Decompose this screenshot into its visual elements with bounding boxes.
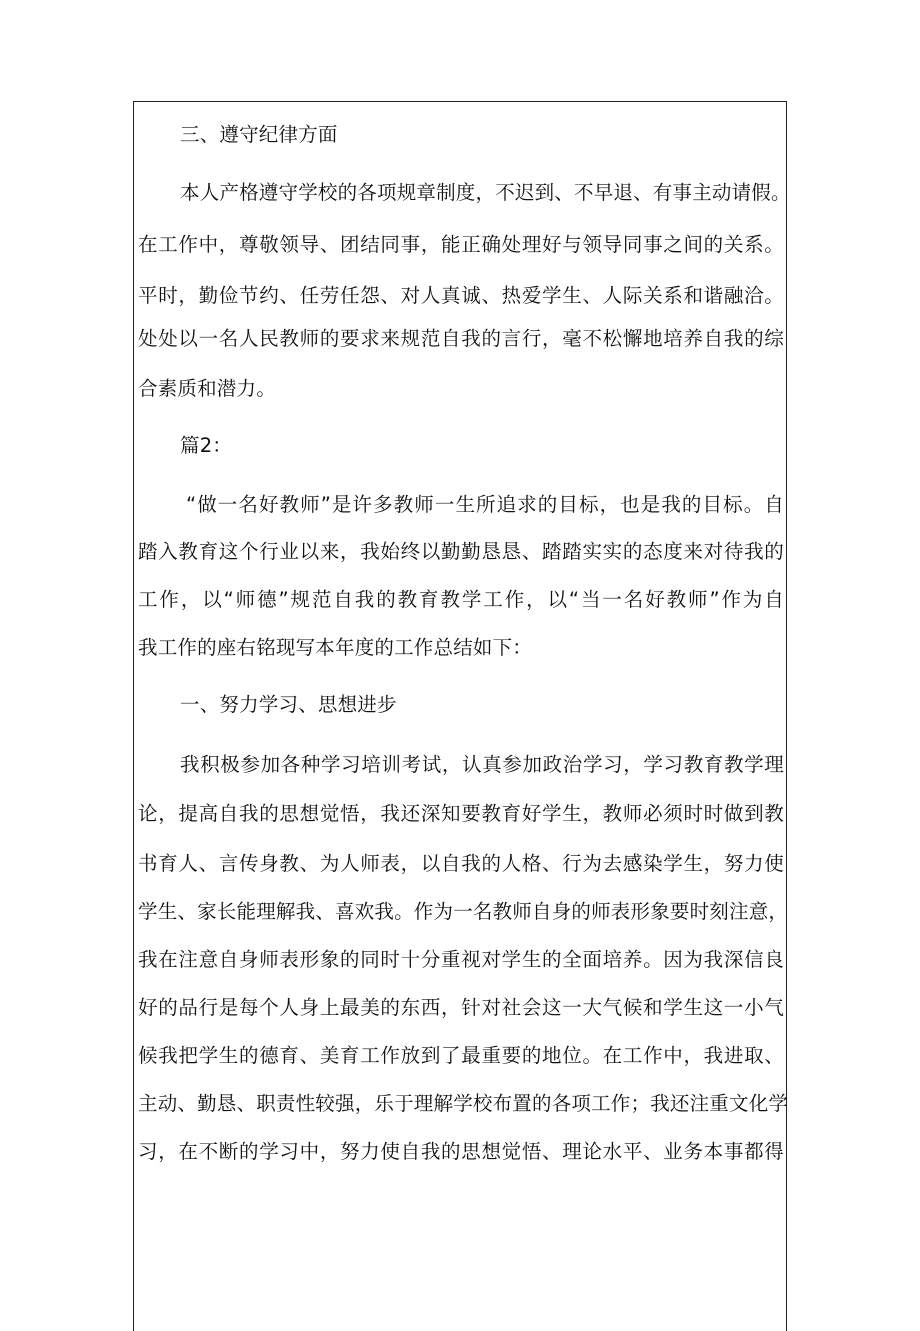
section-heading-discipline: 三、遵守纪律方面	[180, 123, 338, 146]
paragraph-line: 我在注意自身师表形象的同时十分重视对学生的全面培养。因为我深信良	[138, 948, 784, 971]
paragraph-line: 学生、家长能理解我、喜欢我。作为一名教师自身的师表形象要时刻注意，	[138, 900, 789, 923]
paragraph-line: 论，提高自我的思想觉悟，我还深知要教育好学生，教师必须时时做到教	[138, 802, 784, 825]
paragraph-line: 处处以一名人民教师的要求来规范自我的言行，毫不松懈地培养自我的综	[138, 327, 784, 350]
paragraph-line: 候我把学生的德育、美育工作放到了最重要的地位。在工作中，我进取、	[138, 1044, 784, 1067]
paragraph-line: 我工作的座右铭现写本年度的工作总结如下：	[138, 636, 533, 659]
paragraph-line: 好的品行是每个人身上最美的东西，针对社会这一大气候和学生这一小气	[138, 996, 784, 1019]
part-heading: 篇2：	[180, 434, 233, 457]
paragraph-line: 合素质和潜力。	[138, 377, 276, 400]
paragraph-line: “做一名好教师”是许多教师一生所追求的目标，也是我的目标。自	[186, 493, 784, 516]
paragraph-line: 我积极参加各种学习培训考试，认真参加政治学习，学习教育教学理	[180, 753, 784, 776]
paragraph-line: 平时，勤俭节约、任劳任怨、对人真诚、热爱学生、人际关系和谐融洽。	[138, 284, 784, 307]
paragraph-line: 习，在不断的学习中，努力使自我的思想觉悟、理论水平、业务本事都得	[138, 1140, 784, 1163]
paragraph-line: 在工作中，尊敬领导、团结同事，能正确处理好与领导同事之间的关系。	[138, 233, 784, 256]
paragraph-line: 书育人、言传身教、为人师表，以自我的人格、行为去感染学生，努力使	[138, 852, 784, 875]
section-heading-study: 一、努力学习、思想进步	[180, 693, 397, 716]
paragraph-line: 踏入教育这个行业以来，我始终以勤勤恳恳、踏踏实实的态度来对待我的	[138, 540, 784, 563]
paragraph-line: 主动、勤恳、职责性较强，乐于理解学校布置的各项工作；我还注重文化学	[138, 1092, 789, 1115]
paragraph-line: 本人产格遵守学校的各项规章制度，不迟到、不早退、有事主动请假。	[180, 181, 791, 204]
paragraph-line: 工作，以“师德”规范自我的教育教学工作，以“当一名好教师”作为自	[138, 588, 784, 611]
